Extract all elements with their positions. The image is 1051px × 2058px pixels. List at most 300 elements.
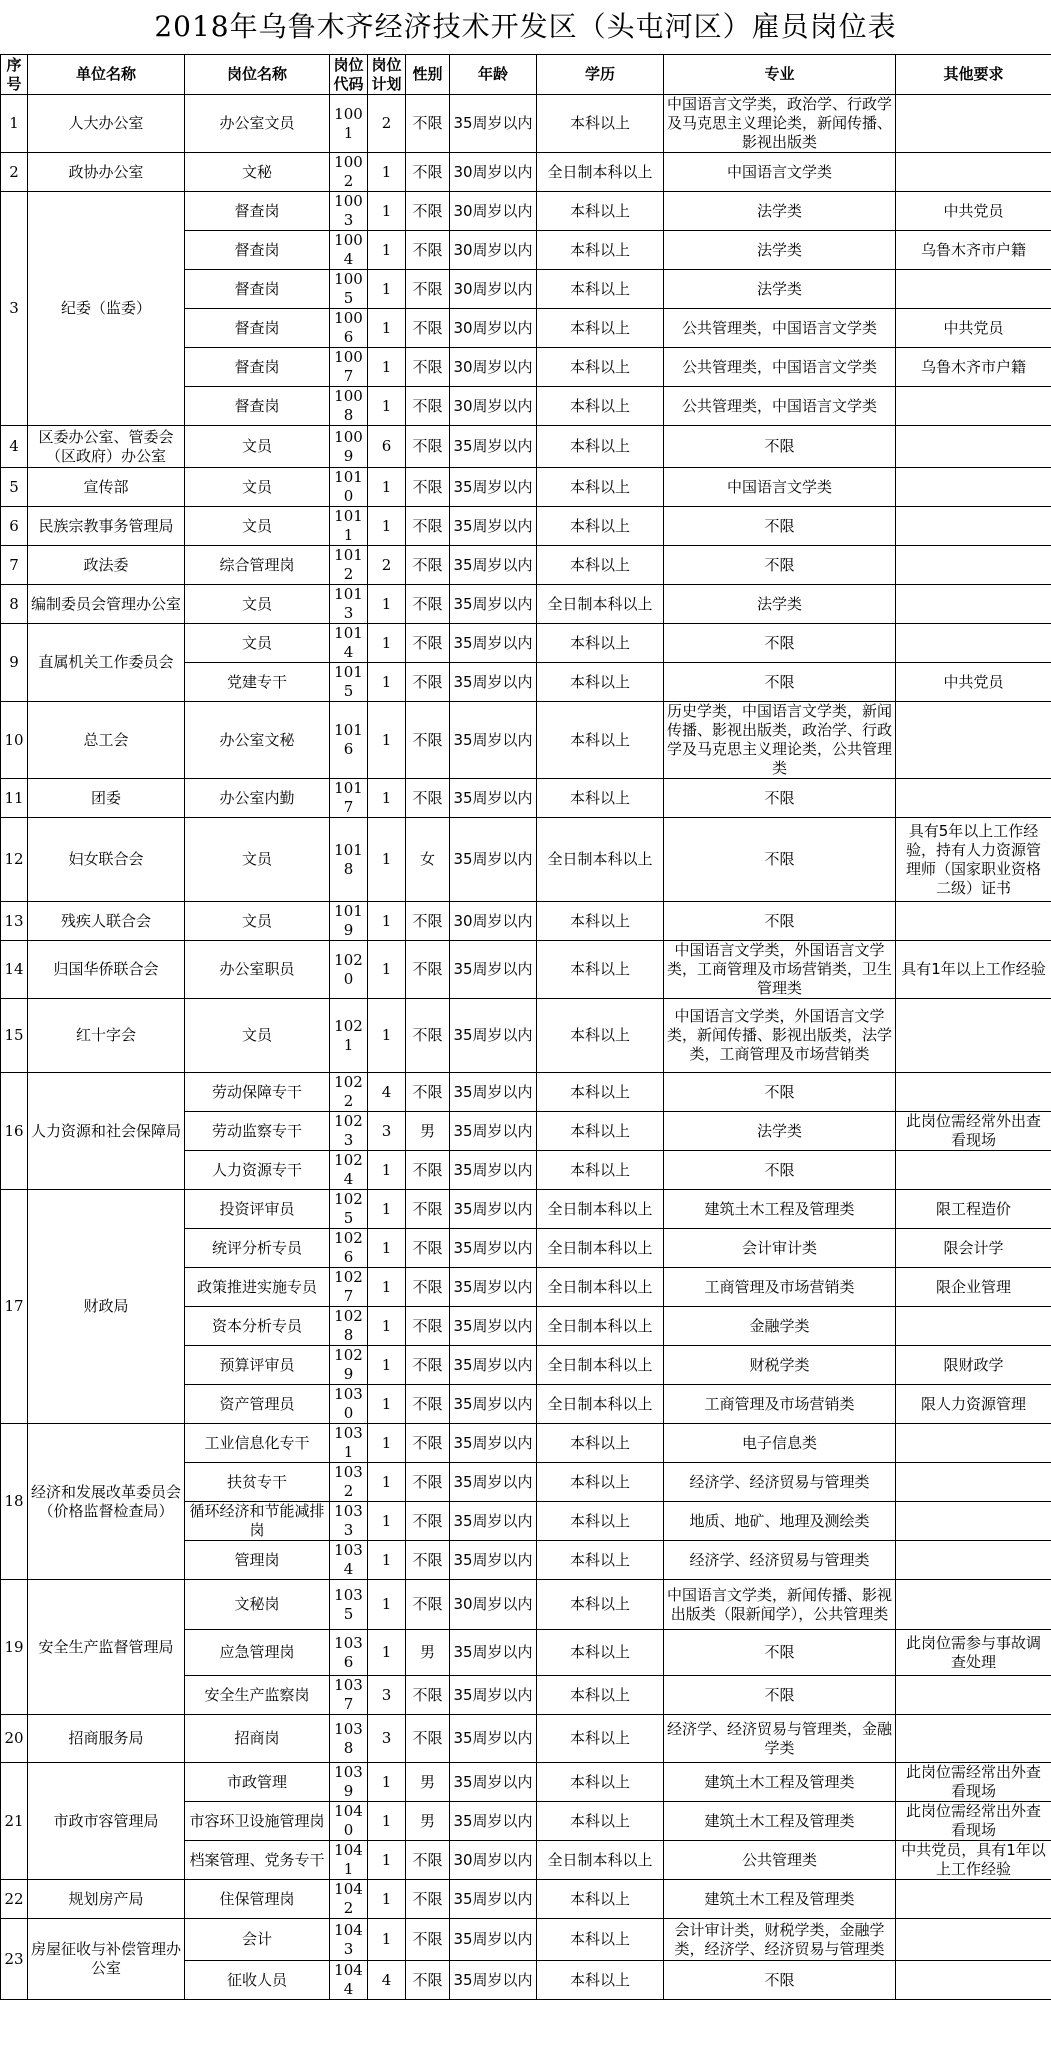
- cell-code: 1006: [330, 309, 368, 348]
- cell-sex: 不限: [406, 1961, 450, 2000]
- cell-post: 管理岗: [185, 1541, 330, 1580]
- cell-edu: 全日制本科以上: [537, 1307, 664, 1346]
- cell-plan: 1: [368, 1190, 406, 1229]
- cell-code: 1040: [330, 1802, 368, 1841]
- cell-major: 公共管理类，中国语言文学类: [664, 387, 896, 426]
- cell-sex: 不限: [406, 192, 450, 231]
- cell-major: 公共管理类，中国语言文学类: [664, 348, 896, 387]
- cell-edu: 本科以上: [537, 95, 664, 153]
- cell-code: 1019: [330, 902, 368, 941]
- cell-age: 35周岁以内: [450, 468, 537, 507]
- cell-unit: 政法委: [28, 546, 185, 585]
- cell-major: 不限: [664, 663, 896, 702]
- cell-plan: 1: [368, 1763, 406, 1802]
- header-major: 专业: [664, 55, 896, 95]
- cell-sex: 不限: [406, 624, 450, 663]
- cell-plan: 2: [368, 95, 406, 153]
- cell-other: [896, 999, 1051, 1073]
- cell-seq: 19: [1, 1580, 28, 1715]
- cell-post: 文员: [185, 818, 330, 902]
- cell-other: [896, 702, 1051, 779]
- cell-age: 35周岁以内: [450, 1502, 537, 1541]
- cell-plan: 1: [368, 1841, 406, 1880]
- cell-unit: 归国华侨联合会: [28, 941, 185, 999]
- cell-plan: 1: [368, 1802, 406, 1841]
- cell-age: 35周岁以内: [450, 1229, 537, 1268]
- cell-code: 1002: [330, 153, 368, 192]
- cell-plan: 1: [368, 270, 406, 309]
- cell-plan: 1: [368, 1268, 406, 1307]
- cell-edu: 全日制本科以上: [537, 585, 664, 624]
- cell-major: 历史学类，中国语言文学类，新闻传播、影视出版类，政治学、行政学及马克思主义理论类，公共管理类: [664, 702, 896, 779]
- cell-seq: 22: [1, 1880, 28, 1919]
- table-row: [1, 818, 1051, 902]
- cell-age: 35周岁以内: [450, 1307, 537, 1346]
- cell-post: 扶贫专干: [185, 1463, 330, 1502]
- cell-plan: 1: [368, 999, 406, 1073]
- cell-other: [896, 507, 1051, 546]
- cell-sex: 不限: [406, 663, 450, 702]
- cell-sex: 不限: [406, 387, 450, 426]
- table-row: [1, 779, 1051, 818]
- cell-code: 1015: [330, 663, 368, 702]
- cell-post: 督查岗: [185, 192, 330, 231]
- cell-major: 公共管理类，中国语言文学类: [664, 309, 896, 348]
- cell-plan: 1: [368, 1502, 406, 1541]
- positions-table: [0, 54, 1051, 2000]
- cell-seq: 7: [1, 546, 28, 585]
- table-row: [1, 1880, 1051, 1919]
- cell-seq: 16: [1, 1073, 28, 1190]
- cell-other: 中共党员: [896, 192, 1051, 231]
- cell-unit: 房屋征收与补偿管理办公室: [28, 1919, 185, 2000]
- cell-unit: 经济和发展改革委员会（价格监督检查局）: [28, 1424, 185, 1580]
- cell-age: 30周岁以内: [450, 231, 537, 270]
- cell-code: 1028: [330, 1307, 368, 1346]
- cell-post: 住保管理岗: [185, 1880, 330, 1919]
- cell-major: 建筑土木工程及管理类: [664, 1190, 896, 1229]
- cell-other: 限会计学: [896, 1229, 1051, 1268]
- table-row: [1, 941, 1051, 999]
- cell-post: 办公室文员: [185, 95, 330, 153]
- cell-other: [896, 1502, 1051, 1541]
- cell-plan: 2: [368, 546, 406, 585]
- table-row: [1, 192, 1051, 231]
- cell-other: 中共党员: [896, 309, 1051, 348]
- cell-code: 1038: [330, 1715, 368, 1763]
- cell-edu: 本科以上: [537, 1112, 664, 1151]
- table-row: [1, 546, 1051, 585]
- cell-unit: 安全生产监督管理局: [28, 1580, 185, 1715]
- cell-age: 35周岁以内: [450, 702, 537, 779]
- cell-other: [896, 270, 1051, 309]
- cell-age: 35周岁以内: [450, 546, 537, 585]
- cell-post: 督查岗: [185, 270, 330, 309]
- header-code: 岗位代码: [330, 55, 368, 95]
- cell-age: 35周岁以内: [450, 426, 537, 468]
- cell-code: 1036: [330, 1630, 368, 1676]
- cell-major: 法学类: [664, 270, 896, 309]
- cell-edu: 本科以上: [537, 663, 664, 702]
- cell-plan: 1: [368, 309, 406, 348]
- cell-age: 35周岁以内: [450, 1385, 537, 1424]
- cell-edu: 全日制本科以上: [537, 1268, 664, 1307]
- cell-major: 建筑土木工程及管理类: [664, 1763, 896, 1802]
- cell-plan: 1: [368, 702, 406, 779]
- cell-code: 1032: [330, 1463, 368, 1502]
- cell-code: 1033: [330, 1502, 368, 1541]
- cell-post: 办公室职员: [185, 941, 330, 999]
- header-post: 岗位名称: [185, 55, 330, 95]
- cell-major: 建筑土木工程及管理类: [664, 1802, 896, 1841]
- cell-major: 经济学、经济贸易与管理类: [664, 1541, 896, 1580]
- cell-edu: 本科以上: [537, 468, 664, 507]
- cell-sex: 不限: [406, 585, 450, 624]
- cell-post: 人力资源专干: [185, 1151, 330, 1190]
- cell-other: 此岗位需经常出外查看现场: [896, 1763, 1051, 1802]
- cell-age: 35周岁以内: [450, 941, 537, 999]
- cell-age: 35周岁以内: [450, 1715, 537, 1763]
- cell-sex: 不限: [406, 426, 450, 468]
- cell-plan: 4: [368, 1961, 406, 2000]
- cell-edu: 本科以上: [537, 192, 664, 231]
- table-row: [1, 426, 1051, 468]
- cell-plan: 6: [368, 426, 406, 468]
- cell-sex: 不限: [406, 1541, 450, 1580]
- cell-major: 中国语言文学类，新闻传播、影视出版类（限新闻学），公共管理类: [664, 1580, 896, 1630]
- header-row: [1, 55, 1051, 95]
- cell-edu: 本科以上: [537, 1715, 664, 1763]
- cell-other: 具有5年以上工作经验，持有人力资源管理师（国家职业资格二级）证书: [896, 818, 1051, 902]
- cell-plan: 1: [368, 153, 406, 192]
- cell-major: 工商管理及市场营销类: [664, 1268, 896, 1307]
- cell-edu: 全日制本科以上: [537, 1190, 664, 1229]
- cell-age: 30周岁以内: [450, 270, 537, 309]
- cell-other: 限企业管理: [896, 1268, 1051, 1307]
- cell-plan: 1: [368, 1307, 406, 1346]
- cell-edu: 全日制本科以上: [537, 1346, 664, 1385]
- cell-other: [896, 1580, 1051, 1630]
- cell-edu: 本科以上: [537, 902, 664, 941]
- table-row: [1, 1424, 1051, 1463]
- cell-code: 1031: [330, 1424, 368, 1463]
- cell-code: 1025: [330, 1190, 368, 1229]
- cell-major: 不限: [664, 624, 896, 663]
- cell-edu: 本科以上: [537, 624, 664, 663]
- cell-seq: 10: [1, 702, 28, 779]
- cell-other: [896, 426, 1051, 468]
- cell-edu: 本科以上: [537, 1676, 664, 1715]
- cell-other: 乌鲁木齐市户籍: [896, 348, 1051, 387]
- cell-seq: 17: [1, 1190, 28, 1424]
- header-other: 其他要求: [896, 55, 1051, 95]
- cell-post: 文员: [185, 507, 330, 546]
- cell-sex: 不限: [406, 1676, 450, 1715]
- cell-seq: 23: [1, 1919, 28, 2000]
- cell-sex: 不限: [406, 1580, 450, 1630]
- cell-post: 文员: [185, 999, 330, 1073]
- cell-plan: 1: [368, 1385, 406, 1424]
- cell-age: 30周岁以内: [450, 348, 537, 387]
- cell-code: 1039: [330, 1763, 368, 1802]
- cell-age: 35周岁以内: [450, 1961, 537, 2000]
- cell-code: 1011: [330, 507, 368, 546]
- cell-plan: 1: [368, 941, 406, 999]
- cell-edu: 本科以上: [537, 507, 664, 546]
- cell-other: [896, 1073, 1051, 1112]
- cell-age: 35周岁以内: [450, 1346, 537, 1385]
- cell-edu: 本科以上: [537, 941, 664, 999]
- cell-code: 1044: [330, 1961, 368, 2000]
- cell-other: [896, 1307, 1051, 1346]
- cell-other: 限人力资源管理: [896, 1385, 1051, 1424]
- cell-other: [896, 1880, 1051, 1919]
- cell-seq: 15: [1, 999, 28, 1073]
- cell-major: 建筑土木工程及管理类: [664, 1880, 896, 1919]
- cell-unit: 人力资源和社会保障局: [28, 1073, 185, 1190]
- cell-age: 35周岁以内: [450, 1802, 537, 1841]
- cell-other: 此岗位需参与事故调查处理: [896, 1630, 1051, 1676]
- cell-plan: 1: [368, 902, 406, 941]
- cell-plan: 1: [368, 192, 406, 231]
- cell-other: [896, 1463, 1051, 1502]
- cell-edu: 本科以上: [537, 1502, 664, 1541]
- cell-age: 30周岁以内: [450, 902, 537, 941]
- cell-post: 综合管理岗: [185, 546, 330, 585]
- cell-post: 循环经济和节能减排岗: [185, 1502, 330, 1541]
- cell-other: 限工程造价: [896, 1190, 1051, 1229]
- cell-sex: 不限: [406, 1715, 450, 1763]
- cell-major: 电子信息类: [664, 1424, 896, 1463]
- cell-edu: 全日制本科以上: [537, 153, 664, 192]
- cell-major: 地质、地矿、地理及测绘类: [664, 1502, 896, 1541]
- table-row: [1, 1073, 1051, 1112]
- cell-edu: 本科以上: [537, 348, 664, 387]
- cell-seq: 11: [1, 779, 28, 818]
- cell-other: [896, 1919, 1051, 1961]
- cell-post: 安全生产监察岗: [185, 1676, 330, 1715]
- cell-major: 法学类: [664, 585, 896, 624]
- cell-sex: 女: [406, 818, 450, 902]
- table-row: [1, 585, 1051, 624]
- cell-major: 经济学、经济贸易与管理类，金融学类: [664, 1715, 896, 1763]
- cell-code: 1027: [330, 1268, 368, 1307]
- cell-major: 不限: [664, 779, 896, 818]
- cell-age: 35周岁以内: [450, 95, 537, 153]
- cell-seq: 8: [1, 585, 28, 624]
- cell-major: 不限: [664, 426, 896, 468]
- cell-post: 文员: [185, 585, 330, 624]
- cell-unit: 民族宗教事务管理局: [28, 507, 185, 546]
- cell-seq: 21: [1, 1763, 28, 1880]
- table-row: [1, 1919, 1051, 1961]
- cell-edu: 本科以上: [537, 426, 664, 468]
- cell-other: 中共党员，具有1年以上工作经验: [896, 1841, 1051, 1880]
- cell-sex: 不限: [406, 779, 450, 818]
- cell-plan: 1: [368, 468, 406, 507]
- cell-plan: 3: [368, 1676, 406, 1715]
- cell-sex: 不限: [406, 231, 450, 270]
- cell-post: 文秘: [185, 153, 330, 192]
- cell-post: 办公室内勤: [185, 779, 330, 818]
- cell-post: 预算评审员: [185, 1346, 330, 1385]
- cell-sex: 不限: [406, 1229, 450, 1268]
- cell-plan: 1: [368, 624, 406, 663]
- cell-sex: 不限: [406, 95, 450, 153]
- cell-unit: 残疾人联合会: [28, 902, 185, 941]
- table-row: [1, 1580, 1051, 1630]
- cell-code: 1010: [330, 468, 368, 507]
- cell-other: 乌鲁木齐市户籍: [896, 231, 1051, 270]
- cell-plan: 1: [368, 663, 406, 702]
- header-edu: 学历: [537, 55, 664, 95]
- cell-age: 35周岁以内: [450, 1880, 537, 1919]
- cell-age: 30周岁以内: [450, 387, 537, 426]
- cell-other: 中共党员: [896, 663, 1051, 702]
- cell-sex: 不限: [406, 1268, 450, 1307]
- cell-major: 中国语言文学类: [664, 468, 896, 507]
- cell-code: 1013: [330, 585, 368, 624]
- cell-plan: 1: [368, 779, 406, 818]
- cell-plan: 1: [368, 348, 406, 387]
- cell-code: 1018: [330, 818, 368, 902]
- cell-sex: 不限: [406, 702, 450, 779]
- cell-post: 市容环卫设施管理岗: [185, 1802, 330, 1841]
- cell-edu: 本科以上: [537, 1961, 664, 2000]
- cell-major: 不限: [664, 1073, 896, 1112]
- header-seq: 序号: [1, 55, 28, 95]
- cell-code: 1034: [330, 1541, 368, 1580]
- cell-sex: 不限: [406, 1346, 450, 1385]
- cell-major: 公共管理类: [664, 1841, 896, 1880]
- cell-major: 会计审计类: [664, 1229, 896, 1268]
- cell-post: 工业信息化专干: [185, 1424, 330, 1463]
- cell-sex: 不限: [406, 999, 450, 1073]
- cell-post: 党建专干: [185, 663, 330, 702]
- cell-plan: 1: [368, 1229, 406, 1268]
- cell-major: 法学类: [664, 1112, 896, 1151]
- cell-age: 30周岁以内: [450, 153, 537, 192]
- cell-age: 35周岁以内: [450, 1541, 537, 1580]
- cell-seq: 2: [1, 153, 28, 192]
- cell-other: 限财政学: [896, 1346, 1051, 1385]
- cell-major: 金融学类: [664, 1307, 896, 1346]
- cell-unit: 妇女联合会: [28, 818, 185, 902]
- cell-edu: 本科以上: [537, 1880, 664, 1919]
- cell-edu: 本科以上: [537, 779, 664, 818]
- cell-post: 督查岗: [185, 348, 330, 387]
- cell-plan: 1: [368, 387, 406, 426]
- cell-unit: 规划房产局: [28, 1880, 185, 1919]
- cell-unit: 宣传部: [28, 468, 185, 507]
- cell-sex: 不限: [406, 1502, 450, 1541]
- cell-plan: 1: [368, 1151, 406, 1190]
- cell-seq: 1: [1, 95, 28, 153]
- cell-sex: 男: [406, 1630, 450, 1676]
- cell-code: 1029: [330, 1346, 368, 1385]
- cell-code: 1022: [330, 1073, 368, 1112]
- cell-sex: 不限: [406, 1151, 450, 1190]
- cell-post: 文秘岗: [185, 1580, 330, 1630]
- cell-plan: 1: [368, 585, 406, 624]
- cell-seq: 3: [1, 192, 28, 426]
- cell-sex: 不限: [406, 1841, 450, 1880]
- cell-major: 会计审计类，财税学类，金融学类，经济学、经济贸易与管理类: [664, 1919, 896, 1961]
- cell-major: 法学类: [664, 231, 896, 270]
- cell-edu: 全日制本科以上: [537, 818, 664, 902]
- cell-post: 资产管理员: [185, 1385, 330, 1424]
- cell-post: 督查岗: [185, 387, 330, 426]
- cell-age: 35周岁以内: [450, 1190, 537, 1229]
- cell-post: 投资评审员: [185, 1190, 330, 1229]
- table-row: [1, 153, 1051, 192]
- cell-age: 35周岁以内: [450, 585, 537, 624]
- cell-age: 35周岁以内: [450, 507, 537, 546]
- table-row: [1, 999, 1051, 1073]
- cell-unit: 直属机关工作委员会: [28, 624, 185, 702]
- cell-plan: 1: [368, 1424, 406, 1463]
- cell-age: 35周岁以内: [450, 999, 537, 1073]
- cell-post: 办公室文秘: [185, 702, 330, 779]
- cell-other: [896, 779, 1051, 818]
- cell-seq: 14: [1, 941, 28, 999]
- cell-sex: 不限: [406, 1463, 450, 1502]
- cell-age: 35周岁以内: [450, 1630, 537, 1676]
- cell-post: 文员: [185, 426, 330, 468]
- cell-other: [896, 1151, 1051, 1190]
- cell-age: 35周岁以内: [450, 1424, 537, 1463]
- cell-sex: 不限: [406, 507, 450, 546]
- cell-unit: 财政局: [28, 1190, 185, 1424]
- cell-unit: 编制委员会管理办公室: [28, 585, 185, 624]
- cell-age: 30周岁以内: [450, 1580, 537, 1630]
- cell-code: 1035: [330, 1580, 368, 1630]
- cell-sex: 不限: [406, 546, 450, 585]
- cell-age: 35周岁以内: [450, 1073, 537, 1112]
- cell-age: 35周岁以内: [450, 1151, 537, 1190]
- cell-code: 1024: [330, 1151, 368, 1190]
- cell-age: 35周岁以内: [450, 818, 537, 902]
- cell-major: 财税学类: [664, 1346, 896, 1385]
- cell-edu: 本科以上: [537, 270, 664, 309]
- cell-post: 资本分析专员: [185, 1307, 330, 1346]
- cell-post: 文员: [185, 902, 330, 941]
- cell-plan: 4: [368, 1073, 406, 1112]
- cell-unit: 团委: [28, 779, 185, 818]
- header-plan: 岗位计划: [368, 55, 406, 95]
- cell-post: 文员: [185, 624, 330, 663]
- cell-code: 1042: [330, 1880, 368, 1919]
- cell-plan: 1: [368, 1346, 406, 1385]
- cell-age: 35周岁以内: [450, 1112, 537, 1151]
- cell-unit: 市政市容管理局: [28, 1763, 185, 1880]
- cell-sex: 男: [406, 1763, 450, 1802]
- cell-edu: 本科以上: [537, 387, 664, 426]
- cell-edu: 本科以上: [537, 1580, 664, 1630]
- cell-plan: 1: [368, 818, 406, 902]
- cell-seq: 6: [1, 507, 28, 546]
- cell-edu: 本科以上: [537, 1151, 664, 1190]
- cell-sex: 男: [406, 1802, 450, 1841]
- cell-age: 35周岁以内: [450, 1676, 537, 1715]
- cell-other: [896, 1424, 1051, 1463]
- cell-code: 1016: [330, 702, 368, 779]
- cell-other: [896, 1541, 1051, 1580]
- cell-code: 1014: [330, 624, 368, 663]
- cell-edu: 本科以上: [537, 1630, 664, 1676]
- cell-plan: 3: [368, 1112, 406, 1151]
- cell-edu: 全日制本科以上: [537, 1229, 664, 1268]
